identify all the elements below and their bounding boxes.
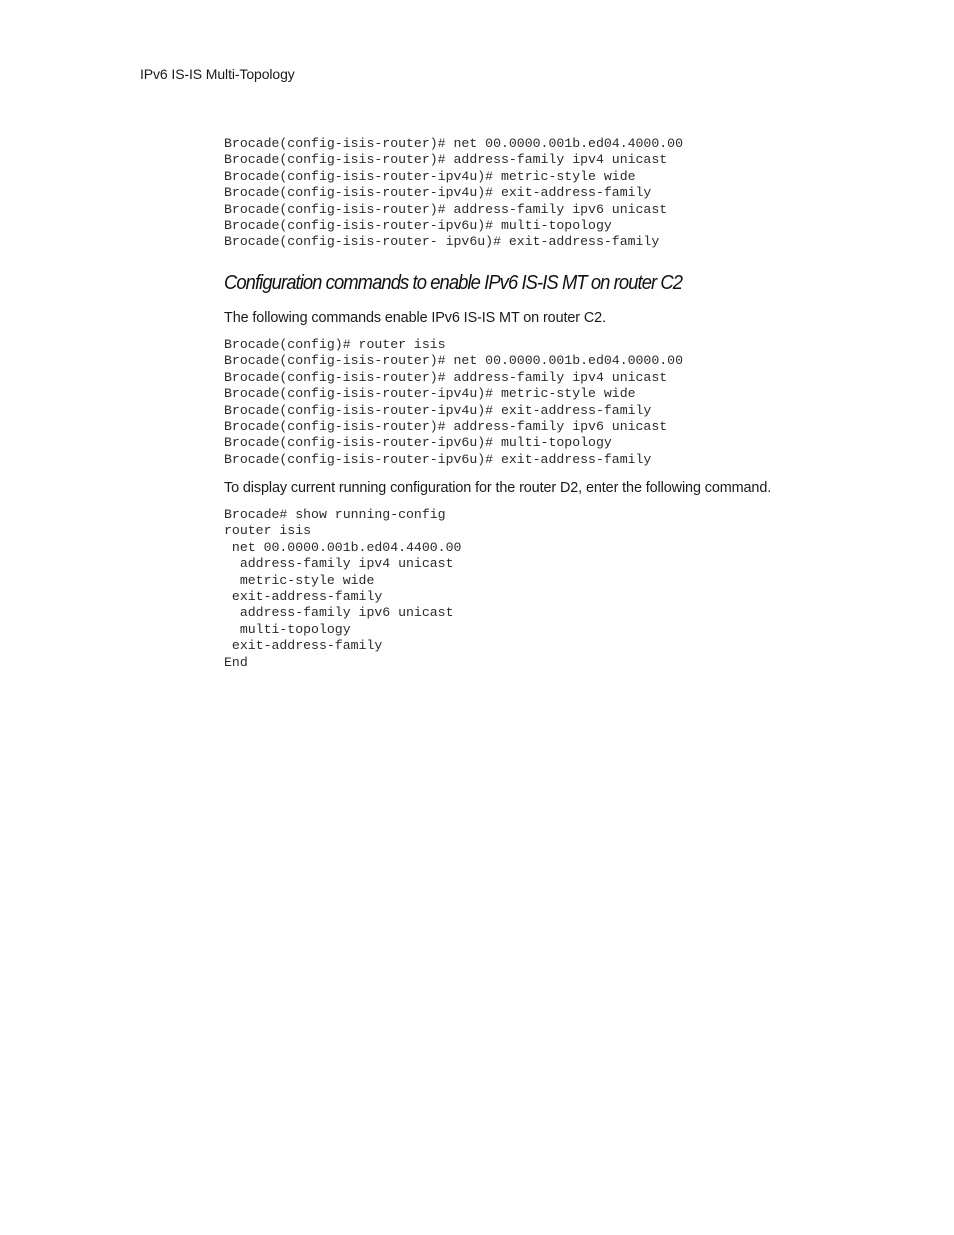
code-line: Brocade(config-isis-router-ipv4u)# exit-address-family — [224, 185, 652, 201]
running-header: IPv6 IS-IS Multi-Topology — [140, 66, 295, 82]
code-line: Brocade# show running-config — [224, 507, 446, 522]
code-line: Brocade(config-isis-router-ipv6u)# exit-address-family — [224, 451, 652, 467]
code-line: Brocade(config-isis-router)# address-family ipv6 unicast — [224, 201, 668, 217]
code-block-running-config — [224, 507, 461, 671]
code-line: Brocade(config-isis-router-ipv4u)# metric-style wide — [224, 168, 636, 184]
code-line: multi-topology — [224, 621, 351, 637]
code-line: address-family ipv4 unicast — [224, 556, 454, 572]
code-line: Brocade(config-isis-router)# address-family ipv6 unicast — [224, 419, 668, 435]
section-intro-paragraph: The following commands enable IPv6 IS-IS MT on router C2. — [224, 310, 606, 326]
code-line: Brocade(config-isis-router)# address-family ipv4 unicast — [224, 152, 668, 168]
code-line: Brocade(config-isis-router-ipv4u)# metric-style wide — [224, 386, 636, 402]
code-line: Brocade(config-isis-router)# address-family ipv4 unicast — [224, 369, 668, 385]
code-block-router-c2-config — [224, 337, 683, 468]
code-line: exit-address-family — [224, 638, 383, 654]
code-line: Brocade(config-isis-router-ipv6u)# multi-topology — [224, 218, 612, 234]
code-line: Brocade(config-isis-router- ipv6u)# exit-address-family — [224, 234, 660, 250]
code-line: End — [224, 654, 248, 670]
display-config-paragraph: To display current running configuration for the router D2, enter the following command. — [224, 480, 772, 496]
code-block-router-config — [224, 136, 683, 251]
code-line: exit-address-family — [224, 589, 383, 605]
code-line: Brocade(config-isis-router-ipv6u)# multi-topology — [224, 435, 612, 451]
code-line: router isis — [224, 523, 312, 539]
code-line: Brocade(config)# router isis — [224, 337, 446, 352]
code-line: net 00.0000.001b.ed04.4400.00 — [224, 539, 462, 555]
code-line: Brocade(config-isis-router)# net 00.0000.001b.ed04.0000.00 — [224, 353, 683, 369]
section-heading: Configuration commands to enable IPv6 IS-IS MT on router C2 — [224, 272, 683, 294]
code-line: address-family ipv6 unicast — [224, 605, 454, 621]
code-line: Brocade(config-isis-router-ipv4u)# exit-address-family — [224, 402, 652, 418]
code-line: Brocade(config-isis-router)# net 00.0000.001b.ed04.4000.00 — [224, 136, 683, 151]
code-line: metric-style wide — [224, 572, 375, 588]
